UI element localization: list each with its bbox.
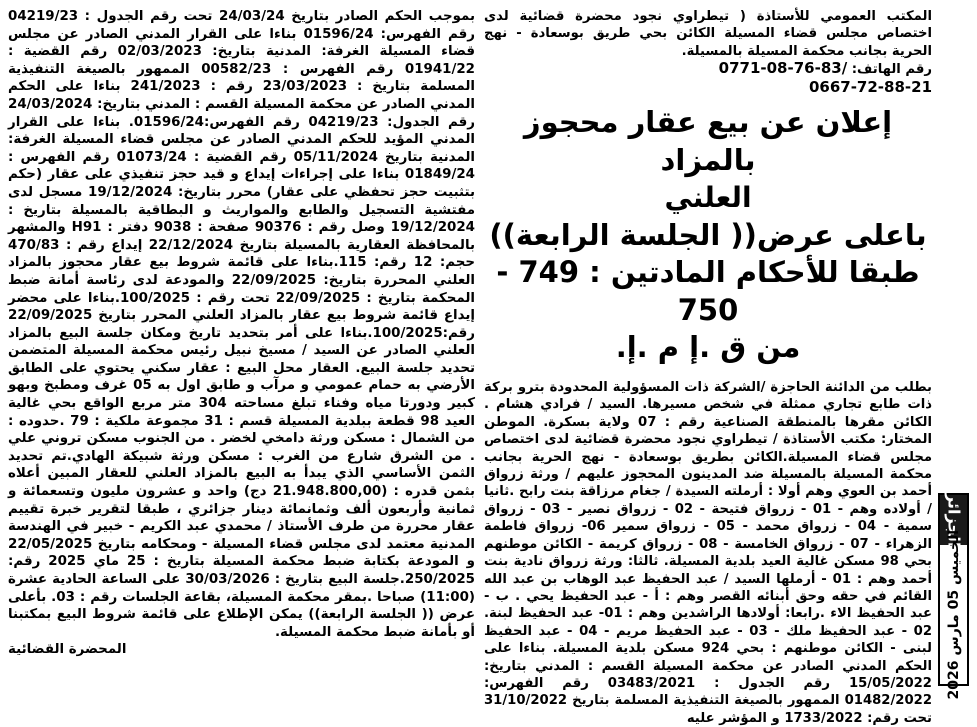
- announcement-left-column: [8, 8, 475, 686]
- announcement-title: [484, 103, 932, 365]
- phone-number-2: 0667-72-88-21: [808, 77, 932, 96]
- announcement-right-column: [484, 8, 933, 726]
- right-body-text: بطلب من الدائنة الحاجزة /الشركة ذات المسؤولية المحدودة بترو بركة ذات طابع تجاري ممثلة في شخص مسيرها. السيد / فرادي هشام . الكائن مقرها بالمنطقة الصناعية رقم : 07 ولاية بسكرة. الموطن المختار: مكتب الأستاذة / تيطراوي نجود محضرة قضائية لدى اختصاص مجلس قضاء المسيلة.الكائن بطريق بوسعادة - نهج الحرية بجانب محكمة المسيلة بالمسيلة ضد المدينون المحجوز عليهم / ورثة زرواق أحمد بن العوي وهم أولا : أرملته السيدة / جغام مرزاقة بنت رابح .ثانيا / أولاده وهم - 01 - زرواق فتيحة - 02 - زرواق نصير - 03 - زرواق سمية - 04 - زرواق محمد - 05 - زرواق سمير 06- زرواق فاطمة الزهراء - 07 - زرواق الخامسة - 08 - زرواق كريمة - الكائن موطنهم بحي 98 مسكن غالية العيد بلدية المسيلة. ثالثا: ورثة زرواق نادية بنت أحمد وهم : 01 - أرملها السيد / عبد الحفيظ عبد الوهاب بن عبد الله القائم في حقه وحق أبنائه القصر وهم : أ - عبد الحفيظ يحي . ب - عبد الحفيظ الاء .رابعا: أولادها الراشدين وهم : 01- عبد الحفيظ لبنة. 02 - عبد الحفيظ ملك - 03 - عبد الحفيظ مريم - 04 - عبد الحفيظ لبنى - الكائن موطنهم : بحي 924 مسكن بلدية المسيلة. بناءا على الحكم المدني الصادر عن محكمة المسيلة القسم : المدني بتاريخ: 15/05/2022 رقم الجدول : 03483/2021 رقم الفهرس: 01482/2022 الممهور بالصيغة التنفيذية المسلمة بتاريخ 31/10/2022 تحت رقم: 1733/2022 و المؤشر عليه: [484, 380, 933, 726]
- newspaper-logo-text: الجزائر: [944, 492, 964, 548]
- phone-number-1: 0771-08-76-83/: [718, 59, 848, 78]
- office-header: المكتب العمومي للأستاذة ( تيطراوي نجود محضرة قضائية لدى اختصاص مجلس قضاء المسيلة الكائن بحي طريق بوسعادة - نهج الحرية بجانب محكمة المسيلة بالمسيلة.: [484, 9, 932, 59]
- title-line-3: باعلى عرض(( الجلسة الرابعة)): [489, 218, 927, 253]
- title-line-4: طبقا للأحكام المادتين : 749 - 750: [496, 255, 920, 328]
- phone-line-2: [484, 79, 932, 97]
- signature-row: [8, 641, 475, 659]
- publication-date: [940, 529, 967, 700]
- phone-line: [484, 60, 932, 78]
- signature-label: المحضرة القضائية: [8, 642, 127, 658]
- left-body-text: بموجب الحكم الصادر بتاريخ 24/03/24 تحت رقم الجدول : 04219/23 رقم الفهرس: 01596/24 بناءا على القرار المدني الصادر عن مجلس قضاء المسيلة الغرفة: المدنية بتاريخ: 02/03/2023 رقم القضية : 01941/22 رقم الفهرس : 00582/23 الممهور بالصيغة التنفيذية المسلمة بتاريخ : 23/03/2023 رقم : 241/2023 بناءا على الحكم المدني الصادر عن محكمة المسيلة القسم : المدني بتاريخ: 24/03/2024 رقم الجدول: 04219/23 رقم الفهرس:01596/24. بناءا على القرار المدني المؤيد للحكم المدني الصادر عن مجلس قضاء المسيلة الغرفة: المدنية بتاريخ 05/11/2024 رقم القضية : 01073/24 رقم الفهرس : 01849/24 بناءا على إجراءات إيداع و قيد حجز تنفيذي على عقار (حكم بتثبيت حجز تحفظي على عقار) محرر بتاريخ: 19/12/2024 مسجل لدى مفتشية التسجيل والطابع والمواريث و البطاقية بالمسيلة بتاريخ : 19/12/2024 وصل رقم : 90376 صفحة : 9038 دفتر : H91 والمشهر بالمحافظة العقارية بالمسيلة بتاريخ 22/12/2024 إيداع رقم : 470/83 حجم: 12 رقم: 115.بناءا على قائمة شروط بيع عقار محجوز بالمزاد العلني المحررة بتاريخ: 22/09/2025 والمودعة لدى رئاسة أمانة ضبط المحكمة بتاريخ : 22/09/2025 تحت رقم : 100/2025.بناءا على محضر إيداع قائمة شروط بيع عقار بالمزاد العلني المحرر بتاريخ 22/09/2025 رقم:100/2025.بناءا على أمر بتحديد تاريخ ومكان جلسة البيع بالمزاد العلني الصادر عن السيد / مسيخ نبيل رئيس محكمة المسيلة المتضمن تحديد جلسة البيع. العقار محل البيع : عقار سكني يحتوي على الطابق الأرضي به حمام عمومي و مرآب و طابق اول به 05 غرف ومطبخ وبهو كبير ودورتا مياه وفناء تبلغ مساحته 304 متر مربع الواقع بحي غالية العيد 98 قطعة ببلدية المسيلة قسم : 31 مجموعة ملكية : 79 .حدوده : من الشمال : مسكن ورثة دامخي لخضر . من الجنوب مسكن تروني علي . من الشرق شارع من الغرب : مسكن ورثة شبيكة الهادي.تم تحديد الثمن الأساسي الذي يبدأ به البيع بالمزاد العلني للعقار المبين أعلاه بثمن قدره : (21.948.800,00 دج) واحد و عشرون مليون وتسعمائة و ثمانية وأربعون ألف وثمانمائة دينار جزائري ، طبقا لتقرير خبرة تقييم عقار محررة من طرف الأستاذ / محمدي عبد الكريم - خبير في الهندسة المدنية معتمد لدى مجلس قضاء المسيلة - ومحكامه بتاريخ 22/05/2025 و المودعة بكتابة ضبط محكمة المسيلة بتاريخ : 25 ماي 2025 رقم: 250/2025.جلسة البيع بتاريخ : 30/03/2026 على الساعة الحادية عشرة (11:00) صباحا .بمقر محكمة المسيلة، بقاعة الجلسات رقم : 03. بأعلى عرض (( الجلسة الرابعة)) يمكن الإطلاع على قائمة شروط البيع بمكتبنا أو بأمانة ضبط محكمة المسيلة.: [8, 9, 476, 640]
- publication-date-text: الخميس 05 مارس 2026: [945, 529, 962, 700]
- title-line-5: من ق .إ م .إ.: [615, 330, 801, 365]
- publication-sidebar: [938, 492, 969, 700]
- title-line-1: إعلان عن بيع عقار محجوز بالمزاد: [523, 105, 893, 178]
- title-line-2: العلني: [664, 181, 752, 215]
- phone-label: رقم الهاتف:: [851, 62, 932, 78]
